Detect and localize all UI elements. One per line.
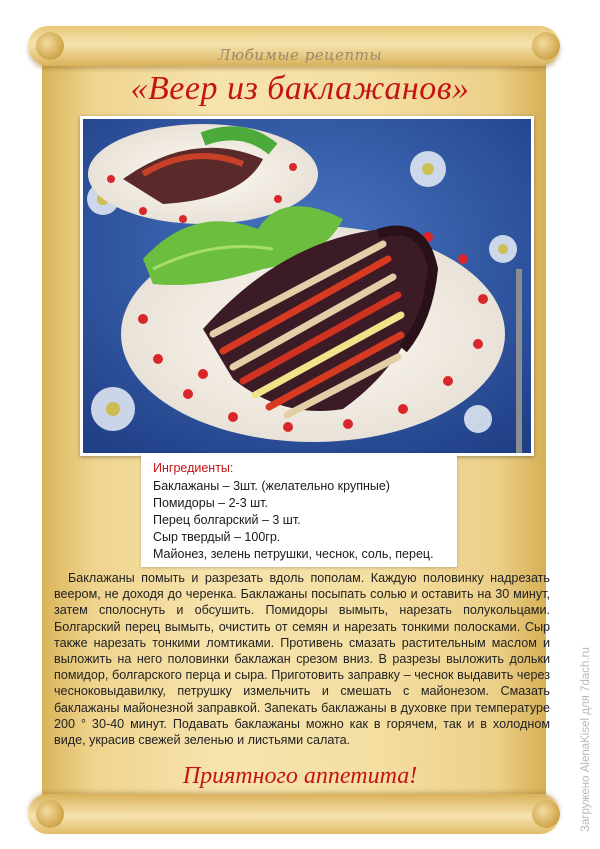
dish-photo [80, 116, 534, 456]
scroll-roll-bottom [28, 794, 560, 834]
ingredient-item: Сыр твердый – 100гр. [153, 530, 281, 544]
instructions-text: Баклажаны помыть и разрезать вдоль пополам. Каждую половинку надрезать веером, не доходя до черенка. Баклажаны посыпать солью и оставить на 30 минут, затем сполоснуть и обсушить. Помидоры вымыть, нарезать полукольцами. Болгарский перец вымыть, очистить от семян и нарезать тонкими полосками. Сыр также нарезать тонкими ломтиками. Противень смазать растительным маслом и выложить на него половинки баклажан срезом вниз. В разрезы выложить дольки помидор, болгарского перца и сыра. Приготовить заправку – чеснок выдавить через чесноковыдавилку, петрушку измельчить и смешать с майонезом. Смазать баклажаны майонезной заправкой. Запекать баклажаны в духовке при температуре 200 ° 30-40 минут. Подавать баклажаны можно как в горячем, так и в холодном виде, украсив свежей зеленью и листьями салата. [54, 571, 550, 748]
ingredients-card [141, 453, 457, 567]
ingredient-item: Майонез, зелень петрушки, чеснок, соль, перец. [153, 547, 434, 561]
upload-watermark: Загружено AlenaKisel для 7dach.ru [580, 647, 592, 832]
scroll-curl-icon [532, 800, 560, 828]
page-subtitle: Любимые рецепты [217, 46, 383, 64]
ingredients-heading: Ингредиенты: [153, 461, 234, 475]
ingredients-list [153, 478, 445, 563]
closing-phrase: Приятного аппетита! [182, 763, 418, 789]
ingredient-item: Баклажаны – 3шт. (желательно крупные) [153, 479, 390, 493]
instructions-block [54, 570, 550, 748]
ingredient-item: Помидоры – 2-3 шт. [153, 496, 268, 510]
page-title: «Веер из баклажанов» [130, 70, 470, 107]
scroll-curl-icon [36, 800, 64, 828]
ingredient-item: Перец болгарский – 3 шт. [153, 513, 301, 527]
